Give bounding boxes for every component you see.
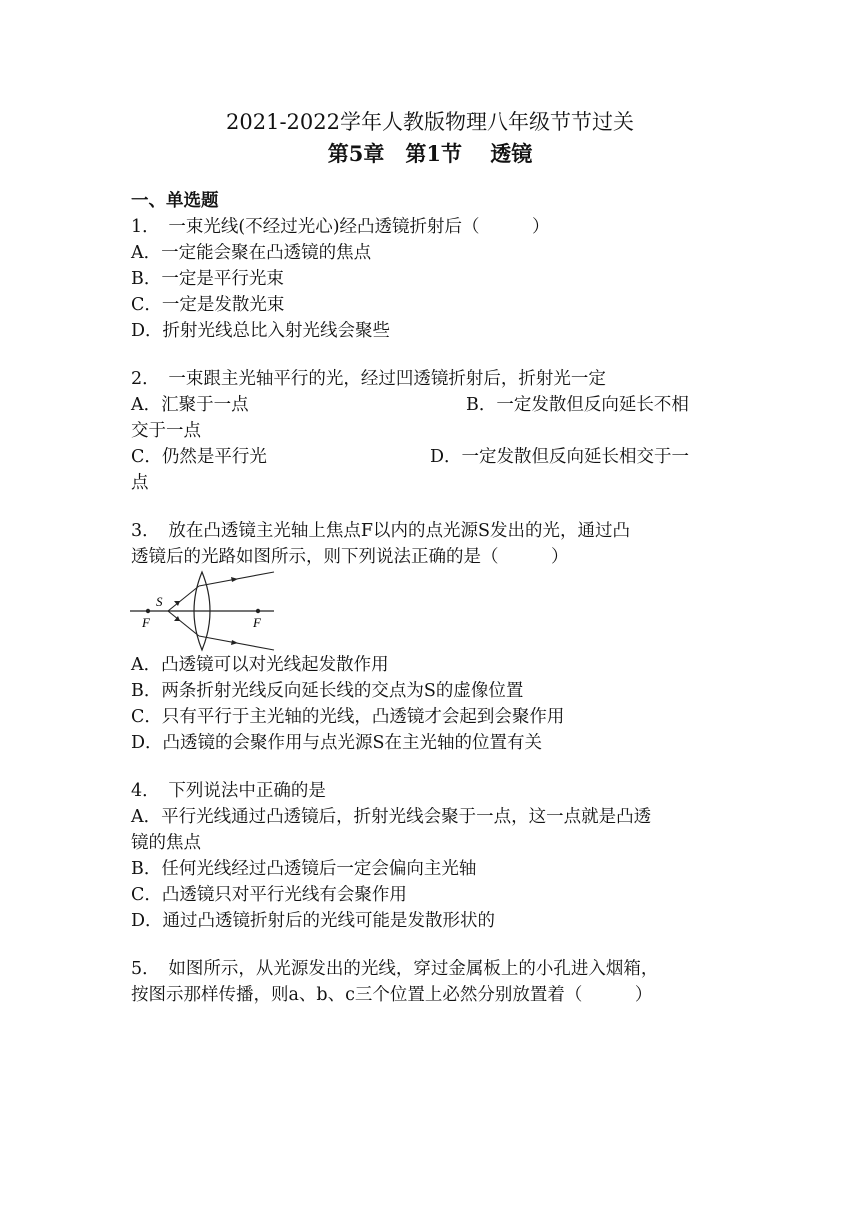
question-1-option-a: A．一定能会聚在凸透镜的焦点 — [131, 243, 372, 263]
question-4-option-c: C．凸透镜只对平行光线有会聚作用 — [131, 885, 407, 905]
question-2-option-d: D．一定发散但反向延长相交于一 — [430, 447, 690, 467]
question-5-stem-line-1: 5． 如图所示，从光源发出的光线，穿过金属板上的小孔进入烟箱， — [131, 959, 659, 979]
question-1-option-d: D．折射光线总比入射光线会聚些 — [131, 321, 391, 341]
question-1-option-c: C．一定是发散光束 — [131, 295, 285, 315]
question-2-option-c: C．仍然是平行光 — [131, 447, 267, 467]
question-2-option-a: A．汇聚于一点 — [131, 395, 249, 415]
question-2-stem: 2． 一束跟主光轴平行的光，经过凹透镜折射后，折射光一定 — [131, 369, 606, 389]
question-3-option-c: C．只有平行于主光轴的光线，凸透镜才会起到会聚作用 — [131, 707, 565, 727]
question-3-option-a: A．凸透镜可以对光线起发散作用 — [131, 655, 389, 675]
question-4-stem: 4． 下列说法中正确的是 — [131, 781, 326, 801]
question-3-stem-line-1: 3． 放在凸透镜主光轴上焦点F以内的点光源S发出的光，通过凸 — [131, 521, 631, 541]
focal-point-left — [146, 609, 150, 613]
arrow-icon — [231, 640, 238, 645]
label-f-left: F — [142, 615, 150, 630]
label-s: S — [156, 594, 163, 609]
question-3-stem-line-2: 透镜后的光路如图所示，则下列说法正确的是（ ） — [131, 547, 569, 567]
chapter-subtitle: 第5章 第1节 透镜 — [327, 141, 533, 166]
question-3-option-d: D．凸透镜的会聚作用与点光源S在主光轴的位置有关 — [131, 733, 543, 753]
section-heading: 一、单选题 — [131, 191, 219, 211]
question-5-stem-line-2: 按图示那样传播，则a、b、c三个位置上必然分别放置着（ ） — [131, 985, 653, 1005]
question-2-option-b: B．一定发散但反向延长不相 — [466, 395, 689, 415]
question-4-option-a: A．平行光线通过凸透镜后，折射光线会聚于一点，这一点就是凸透 — [131, 807, 652, 827]
label-f-right: F — [253, 615, 261, 630]
document-title: 2021-2022学年人教版物理八年级节节过关 — [226, 110, 634, 134]
question-3-option-b: B．两条折射光线反向延长线的交点为S的虚像位置 — [131, 681, 524, 701]
question-2-option-b-continued: 交于一点 — [131, 421, 201, 441]
focal-point-right — [256, 609, 260, 613]
question-4-option-d: D．通过凸透镜折射后的光线可能是发散形状的 — [131, 911, 496, 931]
question-1-stem: 1． 一束光线(不经过光心)经凸透镜折射后（ ） — [131, 217, 550, 237]
arrow-icon — [231, 577, 238, 582]
question-1-option-b: B．一定是平行光束 — [131, 269, 284, 289]
convex-lens-diagram — [128, 570, 278, 652]
question-4-option-a-continued: 镜的焦点 — [131, 833, 201, 853]
question-2-option-d-continued: 点 — [131, 473, 149, 493]
question-4-option-b: B．任何光线经过凸透镜后一定会偏向主光轴 — [131, 859, 477, 879]
